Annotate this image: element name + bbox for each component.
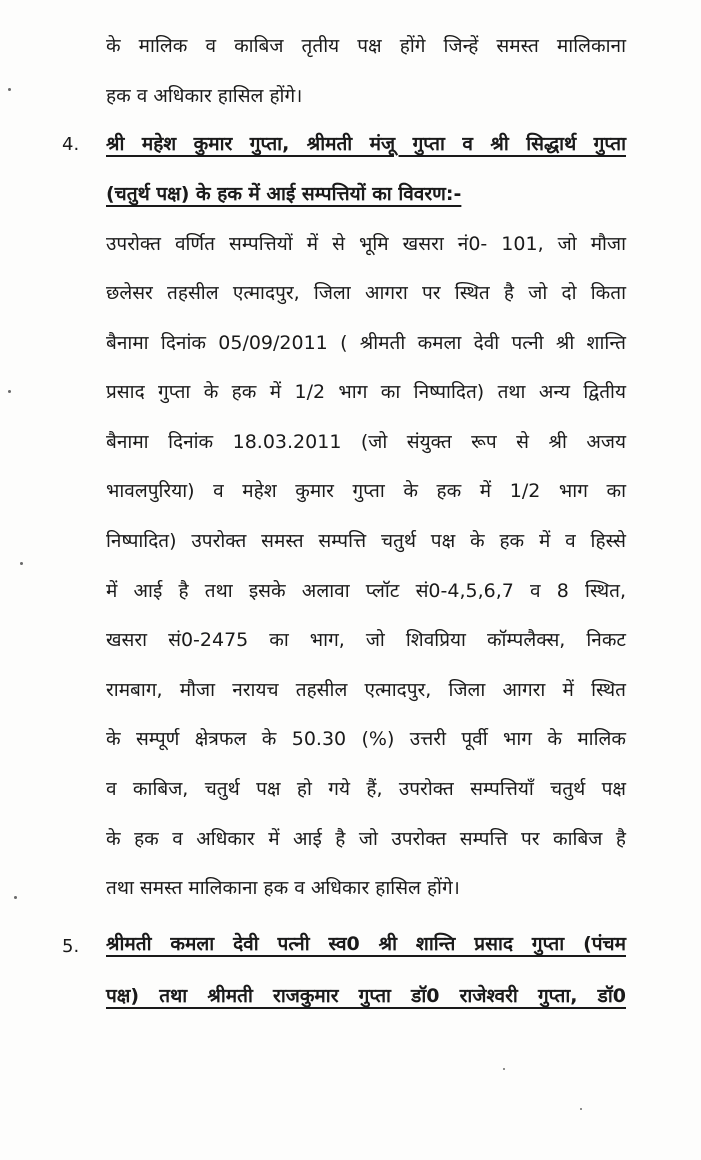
section-4-body-line-7: निष्पादित) उपरोक्त समस्त सम्पत्ति चतुर्थ पक्ष के हक में व हिस्से — [106, 530, 626, 552]
scan-speck — [503, 1068, 505, 1070]
section-4-body-line-6: भावलपुरिया) व महेश कुमार गुप्ता के हक में 1/2 भाग का — [106, 480, 626, 502]
section-4-body-line-11: के सम्पूर्ण क्षेत्रफल के 50.30 (%) उत्तरी पूर्वी भाग के मालिक — [106, 728, 626, 750]
section-4-body-line-4: प्रसाद गुप्ता के हक में 1/2 भाग का निष्पादित) तथा अन्य द्वितीय — [106, 381, 626, 403]
section-4-body-line-1: उपरोक्त वर्णित सम्पत्तियों में से भूमि खसरा नं0- 101, जो मौजा — [106, 233, 626, 255]
section-4-heading-line-1: श्री महेश कुमार गुप्ता, श्रीमती मंजू गुप्ता व श्री सिद्धार्थ गुप्ता — [106, 133, 626, 155]
para-top-line-2: हक व अधिकार हासिल होंगे। — [106, 85, 303, 107]
section-4-body-line-3: बैनामा दिनांक 05/09/2011 ( श्रीमती कमला देवी पत्नी श्री शान्ति — [106, 332, 626, 354]
scan-speck — [8, 88, 11, 91]
section-5-number: 5. — [62, 936, 80, 957]
section-4-body-line-8: में आई है तथा इसके अलावा प्लॉट सं0-4,5,6,7 व 8 स्थित, — [106, 580, 626, 602]
section-4-body-line-12: व काबिज, चतुर्थ पक्ष हो गये हैं, उपरोक्त सम्पत्तियाँ चतुर्थ पक्ष — [106, 778, 626, 800]
section-4-body-line-5: बैनामा दिनांक 18.03.2011 (जो संयुक्त रूप से श्री अजय — [106, 431, 626, 453]
scan-speck — [580, 1108, 582, 1110]
section-5-heading-line-2: पक्ष) तथा श्रीमती राजकुमार गुप्ता डॉ0 राजेश्वरी गुप्ता, डॉ0 — [106, 985, 626, 1007]
scan-speck — [20, 562, 23, 565]
section-4-body-line-2: छलेसर तहसील एत्मादपुर, जिला आगरा पर स्थित है जो दो किता — [106, 282, 626, 304]
section-4-body-line-13: के हक व अधिकार में आई है जो उपरोक्त सम्पत्ति पर काबिज है — [106, 828, 626, 850]
para-top-line-1: के मालिक व काबिज तृतीय पक्ष होंगे जिन्हें समस्त मालिकाना — [106, 35, 626, 57]
section-4-number: 4. — [62, 134, 80, 155]
section-5-heading-line-1: श्रीमती कमला देवी पत्नी स्व0 श्री शान्ति प्रसाद गुप्ता (पंचम — [106, 933, 626, 955]
section-4-body-line-14: तथा समस्त मालिकाना हक व अधिकार हासिल होंगे। — [106, 877, 460, 899]
scan-speck — [8, 390, 11, 393]
section-4-body-line-9: खसरा सं0-2475 का भाग, जो शिवप्रिया कॉम्पलैक्स, निकट — [106, 629, 626, 651]
section-4-body-line-10: रामबाग, मौजा नरायच तहसील एत्मादपुर, जिला आगरा में स्थित — [106, 679, 626, 701]
scan-speck — [14, 896, 17, 899]
section-4-heading-line-2: (चतुर्थ पक्ष) के हक में आई सम्पत्तियों का विवरण:- — [106, 183, 462, 205]
